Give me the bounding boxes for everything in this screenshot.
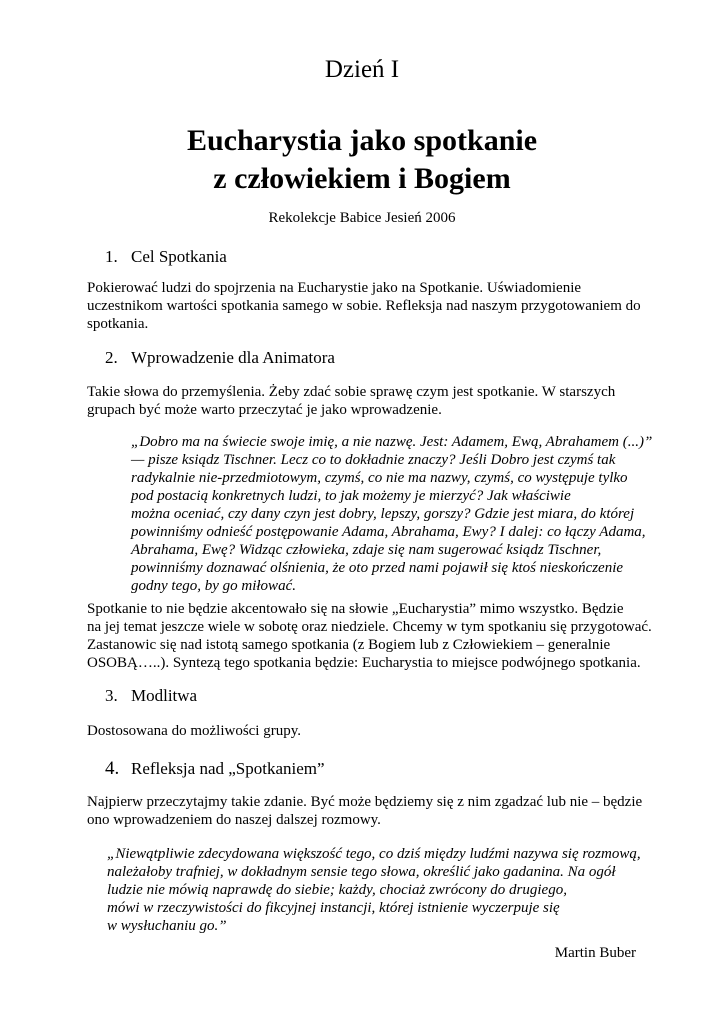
- quote-line: powinniśmy odnieść postępowanie Adama, Abrahama, Ewy? I dalej: co łączy Adama,: [131, 524, 646, 540]
- section-number: 4.: [105, 758, 120, 779]
- section-number: 1.: [105, 247, 118, 266]
- quote-line: godny tego, by go miłować.: [131, 578, 296, 594]
- tischner-quote: [131, 433, 651, 595]
- quote-line: powinniśmy doznawać olśnienia, że oto przed nami pojawił się ktoś nieskończenie: [131, 560, 624, 576]
- day-title: Dzień I: [324, 56, 400, 83]
- quote-author: Martin Buber: [554, 945, 636, 961]
- section-heading-1: [105, 247, 227, 267]
- quote-line: w wysłuchaniu go.”: [107, 918, 227, 934]
- text-line: uczestnikom wartości spotkania samego w sobie. Refleksja nad naszym przygotowaniem do: [87, 298, 641, 314]
- text-line: Takie słowa do przemyślenia. Żeby zdać sobie sprawę czym jest spotkanie. W starszych: [87, 384, 616, 400]
- section-2-body: [87, 383, 647, 419]
- text-line: OSOBĄ…..). Syntezą tego spotkania będzie: Eucharystia to miejsce podwójnego spotkania.: [87, 655, 641, 671]
- section-title: Modlitwa: [131, 686, 198, 705]
- text-line: Spotkanie to nie będzie akcentowało się na słowie „Eucharystia” mimo wszystko. Będzie: [87, 601, 624, 617]
- quote-line: Abrahama, Ewę? Widząc człowieka, zdaje się nam sugerować ksiądz Tischner,: [131, 542, 602, 558]
- document-title: [0, 122, 724, 198]
- title-line: Eucharystia jako spotkanie: [186, 124, 538, 157]
- text-line: Zastanowic się nad istotą samego spotkania (z Bogiem lub z Człowiekiem – generalnie: [87, 637, 611, 653]
- quote-line: mówi w rzeczywistości do fikcyjnej instancji, której istnienie wyczerpuje się: [107, 900, 560, 916]
- subtitle: Rekolekcje Babice Jesień 2006: [268, 210, 456, 226]
- section-title: Cel Spotkania: [131, 247, 227, 266]
- title-line: z człowiekiem i Bogiem: [213, 162, 511, 195]
- section-2-after: [87, 600, 652, 672]
- section-heading-3: [105, 686, 197, 706]
- quote-line: „Niewątpliwie zdecydowana większość tego, co dziś między ludźmi nazywa się rozmową,: [107, 846, 641, 862]
- text-line: grupach być może warto przeczytać je jako wprowadzenie.: [87, 402, 442, 418]
- section-heading-2: [105, 348, 335, 368]
- section-3-body: [87, 722, 647, 740]
- quote-line: „Dobro ma na świecie swoje imię, a nie nazwę. Jest: Adamem, Ewą, Abrahamem (...)”: [131, 434, 653, 450]
- quote-line: pod postacią konkretnych ludzi, to jak możemy je mierzyć? Jak właściwie: [131, 488, 571, 504]
- quote-line: — pisze ksiądz Tischner. Lecz co to dokładnie znaczy? Jeśli Dobro jest czymś tak: [131, 452, 616, 468]
- section-number: 3.: [105, 686, 118, 705]
- quote-line: radykalnie nie-przedmiotowym, czymś, co nie ma nazwy, czymś, co występuje tylko: [131, 470, 628, 486]
- text-line: Najpierw przeczytajmy takie zdanie. Być może będziemy się z nim zgadzać lub nie – będzie: [87, 794, 643, 810]
- text-line: Pokierować ludzi do spojrzenia na Eucharystie jako na Spotkanie. Uświadomienie: [87, 280, 582, 296]
- section-heading-4: [105, 758, 325, 780]
- section-title: Wprowadzenie dla Animatora: [131, 348, 335, 367]
- section-title: Refleksja nad „Spotkaniem”: [131, 759, 325, 778]
- section-4-body: [87, 793, 647, 829]
- text-line: ono wprowadzeniem do naszej dalszej rozmowy.: [87, 812, 381, 828]
- text-line: Dostosowana do możliwości grupy.: [87, 723, 301, 739]
- quote-line: należałoby trafniej, w dokładnym sensie tego słowa, określić jako gadanina. Na ogół: [107, 864, 616, 880]
- buber-quote: [107, 845, 647, 935]
- quote-line: można oceniać, czy dany czyn jest dobry, lepszy, gorszy? Gdzie jest miara, do której: [131, 506, 635, 522]
- quote-line: ludzie nie mówią naprawdę do siebie; każdy, chociaż zwrócony do drugiego,: [107, 882, 567, 898]
- section-1-body: [87, 279, 647, 333]
- text-line: spotkania.: [87, 316, 149, 332]
- section-number: 2.: [105, 348, 118, 367]
- text-line: na jej temat jeszcze wiele w sobotę oraz niedziele. Chcemy w tym spotkaniu się przygotować.: [87, 619, 652, 635]
